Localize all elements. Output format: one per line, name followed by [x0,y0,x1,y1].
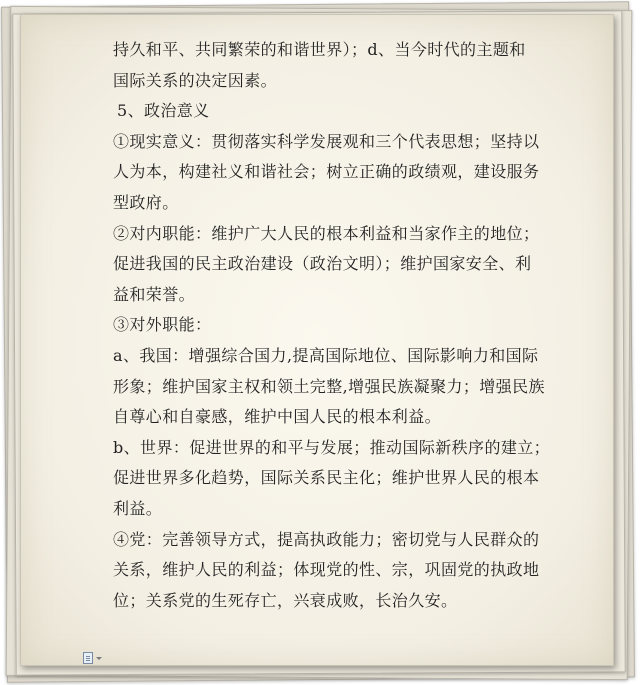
document-body [113,35,553,616]
text-line: 人为本，构建社义和谐社会；树立正确的政绩观，建设服务 [113,162,540,182]
text-line: 关系，维护人民的利益；体现党的性、宗，巩固党的执政地 [113,560,540,580]
chevron-down-icon [96,657,102,660]
text-line: a、我国：增强综合国力,提高国际地位、国际影响力和国际 [113,345,539,365]
text-line: ③对外职能： [113,315,212,335]
text-line: 促进我国的民主政治建设（政治文明）；维护国家安全、利 [113,254,532,274]
document-icon [83,652,93,664]
text-line: b、世界：促进世界的和平与发展；推动国际新秩序的建立； [113,437,551,457]
text-line: 国际关系的决定因素。 [113,70,278,90]
text-line: 形象；维护国家主权和领土完整,增强民族凝聚力；增强民族 [113,376,545,396]
text-line: ②对内职能：维护广大人民的根本利益和当家作主的地位； [113,223,540,243]
section-heading: 5、政治意义 [117,101,210,121]
text-line: 益和荣誉。 [113,284,196,304]
document-options-button[interactable] [83,652,102,664]
text-line: 持久和平、共同繁荣的和谐世界）；d、当今时代的主题和 [113,40,526,59]
text-line: 自尊心和自豪感，维护中国人民的根本利益。 [113,407,442,427]
document-page [20,14,614,666]
text-line: 位；关系党的生死存亡，兴衰成败，长治久安。 [113,590,458,610]
text-line: ①现实意义：贯彻落实科学发展观和三个代表思想；坚持以 [113,131,540,151]
text-line: 促进世界多化趋势，国际关系民主化；维护世界人民的根本 [113,468,540,488]
text-line: 型政府。 [113,192,179,212]
text-line: ④党：完善领导方式，提高执政能力；密切党与人民群众的 [113,529,540,549]
text-line: 利益。 [113,498,163,518]
